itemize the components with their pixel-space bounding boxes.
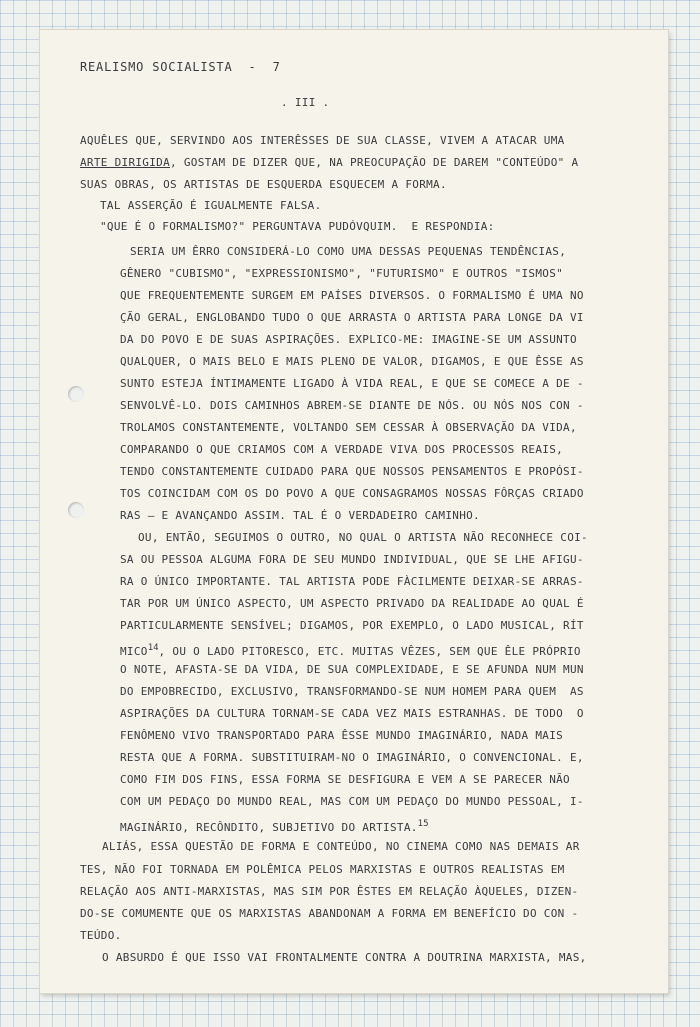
text-line: "QUE É O FORMALISMO?" PERGUNTAVA PUDÓVQUIM. E RESPONDIA: — [100, 220, 495, 233]
quote-line-text: MAGINÁRIO, RECÔNDITO, SUBJETIVO DO ARTISTA. — [120, 821, 418, 834]
typewritten-page — [40, 30, 668, 993]
quote-line: TOS COINCIDAM COM OS DO POVO A QUE CONSAGRAMOS NOSSAS FÔRÇAS CRIADO — [120, 487, 584, 500]
footnote-marker: 14 — [147, 643, 159, 653]
quote-line: COMO FIM DOS FINS, ESSA FORMA SE DESFIGURA E VEM A SE PARECER NÃO — [120, 773, 570, 786]
quote-line: O NOTE, AFASTA-SE DA VIDA, DE SUA COMPLEXIDADE, E SE AFUNDA NUM MUN — [120, 663, 584, 676]
text-line: TEÚDO. — [80, 929, 122, 942]
quote-line: SENVOLVÊ-LO. DOIS CAMINHOS ABREM-SE DIANTE DE NÓS. OU NÓS NOS CON - — [120, 399, 584, 412]
quote-line: DA DO POVO E DE SUAS ASPIRAÇÕES. EXPLICO-ME: IMAGINE-SE UM ASSUNTO — [120, 333, 577, 346]
quote-line: DO EMPOBRECIDO, EXCLUSIVO, TRANSFORMANDO-SE NUM HOMEM PARA QUEM AS — [120, 685, 584, 698]
quote-line: MICO$^{14}$, OU O LADO PITORESCO, ETC. MUITAS VÊZES, SEM QUE ÊLE PRÓPRIO — [120, 643, 581, 658]
punch-hole — [68, 386, 84, 402]
quote-line: COMPARANDO O QUE CRIAMOS COM A VERDADE VIVA DOS PROCESSOS REAIS, — [120, 443, 564, 456]
quote-line: QUE FREQUENTEMENTE SURGEM EM PAÍSES DIVERSOS. O FORMALISMO É UMA NO — [120, 289, 584, 302]
underlined-term: ARTE DIRIGIDA — [80, 156, 170, 169]
quote-line: OU, ENTÃO, SEGUIMOS O OUTRO, NO QUAL O ARTISTA NÃO RECONHECE COI- — [138, 531, 588, 544]
quote-line: ASPIRAÇÕES DA CULTURA TORNAM-SE CADA VEZ MAIS ESTRANHAS. DE TODO O — [120, 707, 584, 720]
text-line: ARTE DIRIGIDA, GOSTAM DE DIZER QUE, NA PREOCUPAÇÃO DE DAREM "CONTEÚDO" A — [80, 156, 579, 169]
quote-line: RESTA QUE A FORMA. SUBSTITUIRAM-NO O IMAGINÁRIO, O CONVENCIONAL. E, — [120, 751, 584, 764]
page-header: REALISMO SOCIALISTA - 7 — [80, 60, 281, 74]
quote-line: PARTICULARMENTE SENSÍVEL; DIGAMOS, POR EXEMPLO, O LADO MUSICAL, RÍT — [120, 619, 584, 632]
quote-line: RAS — E AVANÇANDO ASSIM. TAL É O VERDADEIRO CAMINHO. — [120, 509, 480, 522]
quote-line: COM UM PEDAÇO DO MUNDO REAL, MAS COM UM PEDAÇO DO MUNDO PESSOAL, I- — [120, 795, 584, 808]
quote-line: GÊNERO "CUBISMO", "EXPRESSIONISMO", "FUTURISMO" E OUTROS "ISMOS" — [120, 267, 564, 280]
section-marker: . III . — [281, 96, 330, 109]
quote-line: FENÔMENO VIVO TRANSPORTADO PARA ÊSSE MUNDO IMAGINÁRIO, NADA MAIS — [120, 729, 564, 742]
text-line: TES, NÃO FOI TORNADA EM POLÊMICA PELOS MARXISTAS E OUTROS REALISTAS EM — [80, 863, 565, 876]
header-title: REALISMO SOCIALISTA — [80, 60, 233, 74]
quote-line: SA OU PESSOA ALGUMA FORA DE SEU MUNDO INDIVIDUAL, QUE SE LHE AFIGU- — [120, 553, 584, 566]
text-line: AQUÊLES QUE, SERVINDO AOS INTERÊSSES DE SUA CLASSE, VIVEM A ATACAR UMA — [80, 134, 565, 147]
page-number: 7 — [272, 60, 281, 74]
quote-line: TROLAMOS CONSTANTEMENTE, VOLTANDO SEM CESSAR À OBSERVAÇÃO DA VIDA, — [120, 421, 577, 434]
text-line: SUAS OBRAS, OS ARTISTAS DE ESQUERDA ESQUECEM A FORMA. — [80, 178, 447, 191]
text-line: ALIÁS, ESSA QUESTÃO DE FORMA E CONTEÚDO, NO CINEMA COMO NAS DEMAIS AR — [102, 840, 580, 853]
quote-line: SUNTO ESTEJA ÍNTIMAMENTE LIGADO À VIDA REAL, E QUE SE COMECE A DE - — [120, 377, 584, 390]
quote-line: QUALQUER, O MAIS BELO E MAIS PLENO DE VALOR, DIGAMOS, E QUE ÊSSE AS — [120, 355, 584, 368]
quote-line — [120, 817, 429, 835]
quote-line: ÇÃO GERAL, ENGLOBANDO TUDO O QUE ARRASTA O ARTISTA PARA LONGE DA VI — [120, 311, 584, 324]
text-line: TAL ASSERÇÃO É IGUALMENTE FALSA. — [100, 199, 322, 212]
quote-line: RA O ÚNICO IMPORTANTE. TAL ARTISTA PODE FÀCILMENTE DEIXAR-SE ARRAS- — [120, 575, 584, 588]
quote-line: SERIA UM ÊRRO CONSIDERÁ-LO COMO UMA DESSAS PEQUENAS TENDÊNCIAS, — [130, 245, 567, 258]
punch-hole — [68, 502, 84, 518]
text-line: O ABSURDO É QUE ISSO VAI FRONTALMENTE CONTRA A DOUTRINA MARXISTA, MAS, — [102, 951, 587, 964]
quote-line: TENDO CONSTANTEMENTE CUIDADO PARA QUE NOSSOS PENSAMENTOS E PROPÓSI- — [120, 465, 584, 478]
text-line: RELAÇÃO AOS ANTI-MARXISTAS, MAS SIM POR ÊSTES EM RELAÇÃO ÀQUELES, DIZEN- — [80, 885, 579, 898]
footnote-marker: 15 — [417, 819, 429, 829]
text-line: DO-SE COMUMENTE QUE OS MARXISTAS ABANDONAM A FORMA EM BENEFÍCIO DO CON - — [80, 907, 579, 920]
quote-line: TAR POR UM ÚNICO ASPECTO, UM ASPECTO PRIVADO DA REALIDADE AO QUAL É — [120, 597, 584, 610]
